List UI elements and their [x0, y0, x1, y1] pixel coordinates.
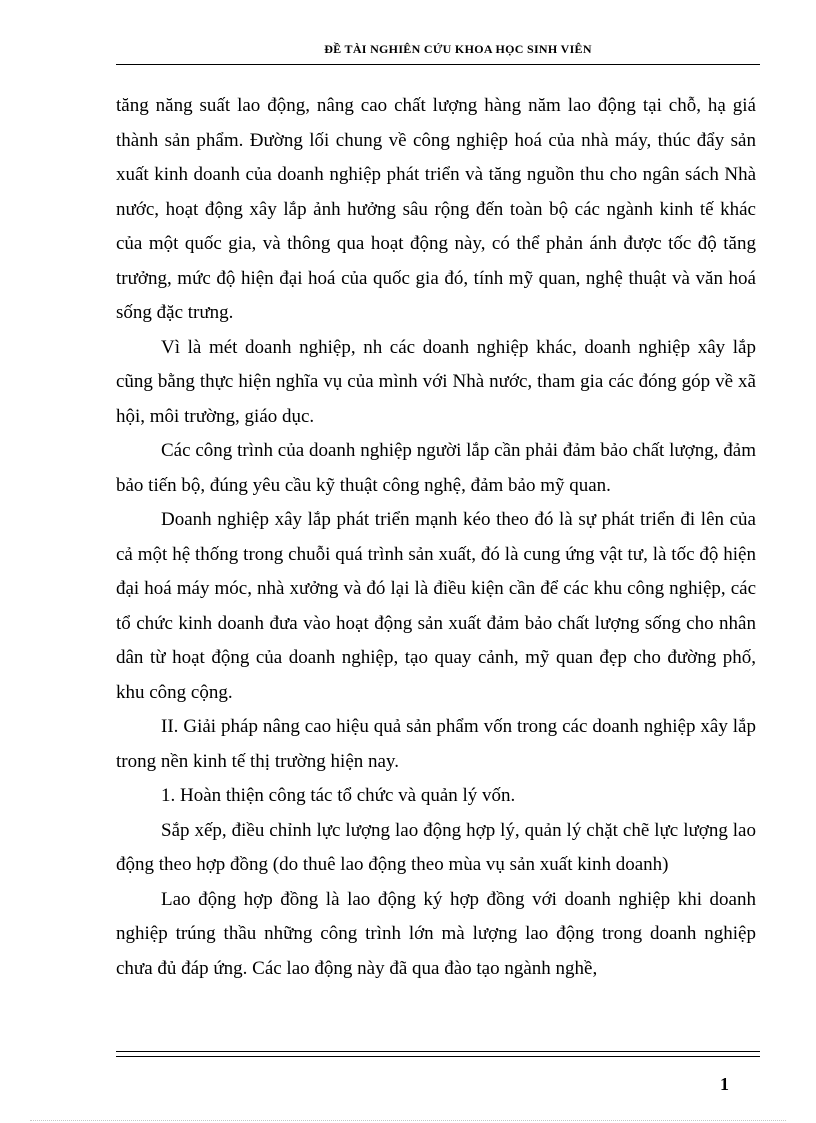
section-heading: II. Giải pháp nâng cao hiệu quả sản phẩm vốn trong các doanh nghiệp xây lắp trong nền kinh tế thị trường hiện nay.	[116, 716, 756, 772]
header-divider	[116, 64, 760, 65]
page-header	[116, 40, 760, 66]
page-bottom-border	[30, 1120, 786, 1121]
paragraph: Sắp xếp, điều chỉnh lực lượng lao động hợp lý, quản lý chặt chẽ lực lượng lao động theo hợp đồng (do thuê lao động theo mùa vụ sản xuất kinh doanh)	[116, 819, 756, 875]
paragraph: Các công trình của doanh nghiệp người lắp cần phải đảm bảo chất lượng, đảm bảo tiến bộ, đúng yêu cầu kỹ thuật công nghệ, đảm bảo mỹ quan.	[116, 440, 756, 496]
subsection-heading: 1. Hoàn thiện công tác tổ chức và quản lý vốn.	[161, 785, 516, 806]
paragraph: Doanh nghiệp xây lắp phát triển mạnh kéo theo đó là sự phát triển đi lên của cả một hệ thống trong chuỗi quá trình sản xuất, đó là cung ứng vật tư, là tốc độ hiện đại hoá máy móc, nhà xưởng và đó lại là điều kiện cần để các khu công nghiệp, các tổ chức kinh doanh đưa vào hoạt động sản xuất đảm bảo chất lượng sống cho nhân dân từ hoạt động của doanh nghiệp, tạo quay cảnh, mỹ quan đẹp cho đường phố, khu công cộng.	[116, 509, 756, 703]
document-body	[116, 89, 756, 986]
page-number: 1	[720, 1074, 729, 1094]
paragraph: Vì là mét doanh nghiệp, nh các doanh nghiệp khác, doanh nghiệp xây lắp cũng bằng thực hiện nghĩa vụ của mình với Nhà nước, tham gia các đóng góp về xã hội, môi trường, giáo dục.	[116, 336, 756, 427]
paragraph: Lao động hợp đồng là lao động ký hợp đồng với doanh nghiệp khi doanh nghiệp trúng thầu những công trình lớn mà lượng lao động trong doanh nghiệp chưa đủ đáp ứng. Các lao động này đã qua đào tạo ngành nghề,	[116, 888, 756, 979]
footer-divider	[116, 1051, 760, 1057]
header-title: ĐỀ TÀI NGHIÊN CỨU KHOA HỌC SINH VIÊN	[324, 42, 592, 56]
paragraph-continuation: tăng năng suất lao động, nâng cao chất lượng hàng năm lao động tại chỗ, hạ giá thành sản phẩm. Đường lối chung về công nghiệp hoá của nhà máy, thúc đẩy sản xuất kinh doanh của doanh nghiệp phát triển và tăng nguồn thu cho ngân sách Nhà nước, hoạt động xây lắp ảnh hưởng sâu rộng đến toàn bộ các ngành kinh tế khác của một quốc gia, và thông qua hoạt động này, có thể phản ánh được tốc độ tăng trưởng, mức độ hiện đại hoá của quốc gia đó, tính mỹ quan, nghệ thuật và văn hoá sống đặc trưng.	[116, 95, 756, 323]
